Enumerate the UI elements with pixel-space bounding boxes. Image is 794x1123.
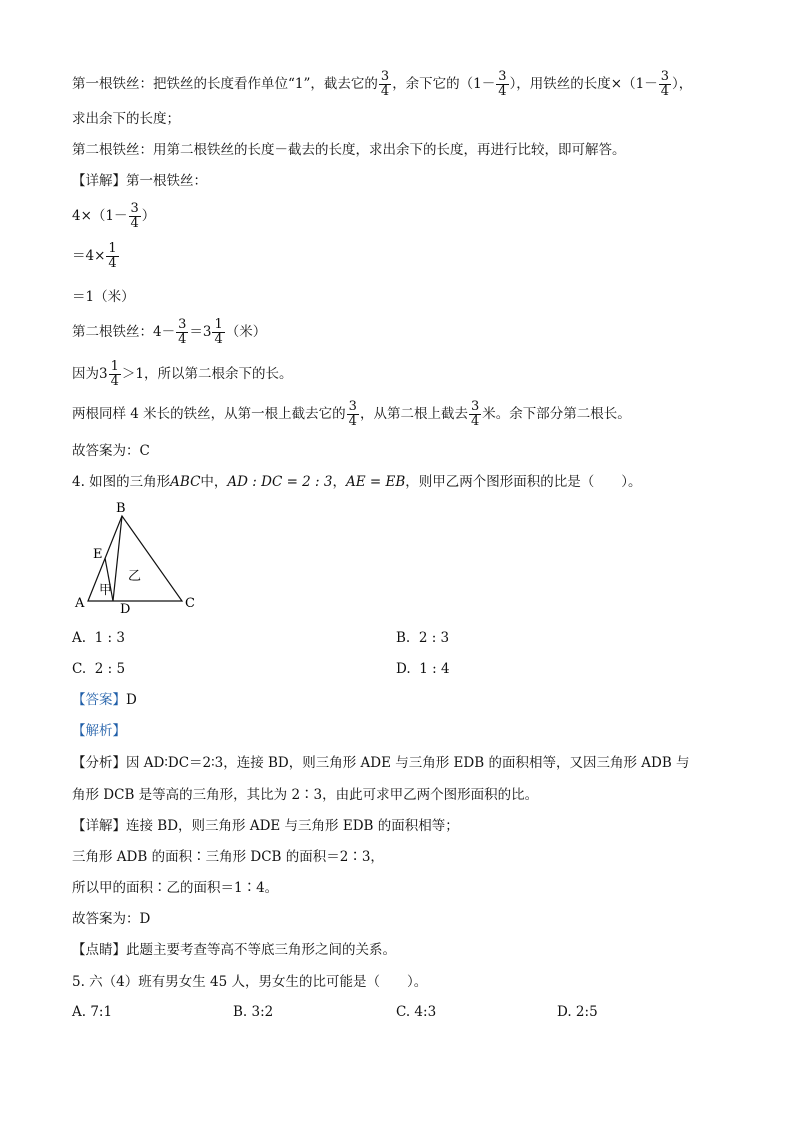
label-a: A	[75, 596, 85, 611]
line-8: 第二根铁丝：4－ $\frac{3}{4}$ ＝3 $\frac{1}{4}$ （米）	[72, 317, 267, 347]
q4-xiangjie-1: 【详解】连接 BD，则三角形 ADE 与三角形 EDB 的面积相等；	[72, 818, 459, 834]
label-b: B	[116, 501, 126, 516]
line-7: ＝1（米）	[72, 289, 135, 305]
q4-xiangjie-2: 三角形 ADB 的面积∶三角形 DCB 的面积＝2∶3，	[72, 849, 384, 865]
line-11: 故答案为：C	[72, 443, 150, 459]
region-jia: 甲	[99, 583, 113, 598]
label-e: E	[93, 547, 103, 562]
line-2: 求出余下的长度；	[72, 111, 180, 127]
q4-fenxi-1: 【分析】因 AD∶DC＝2∶3，连接 BD，则三角形 ADE 与三角形 EDB 的面积相等，又因三角形 ADB 与	[72, 755, 690, 771]
label-d: D	[120, 602, 131, 616]
q4-fenxi-2: 角形 DCB 是等高的三角形，其比为 2∶3，由此可求甲乙两个图形面积的比。	[72, 787, 539, 803]
line-3: 第二根铁丝：用第二根铁丝的长度－截去的长度，求出余下的长度，再进行比较，即可解答。	[72, 142, 626, 158]
q4-option-a[interactable]: A. 1 : 3	[72, 630, 125, 646]
fraction: $\frac{3}{4}$	[380, 69, 390, 99]
fraction: $\frac{3}{4}$	[660, 69, 669, 99]
label-c: C	[185, 596, 195, 611]
triangle-figure	[72, 498, 212, 616]
q5-option-b[interactable]: B. 3:2	[233, 1004, 274, 1020]
region-yi: 乙	[128, 569, 142, 584]
line-5: 4×（1－ $\frac{3}{4}$ ）	[72, 201, 156, 231]
q5-stem: 5. 六（4）班有男女生 45 人，男女生的比可能是（ ）。	[72, 974, 428, 990]
fraction: $\frac{3}{4}$	[470, 399, 480, 429]
q5-option-c[interactable]: C. 4:3	[396, 1004, 437, 1020]
line-10: 两根同样 4 米长的铁丝，从第一根上截去它的 $\frac{3}{4}$ ，从第二根上截去 $\frac{3}{4}$ 米。余下部分第二根长。	[72, 399, 631, 429]
q5-option-a[interactable]: A. 7:1	[72, 1004, 113, 1020]
fraction: $\frac{3}{4}$	[498, 69, 507, 99]
q4-dianjing: 【点睛】此题主要考查等高不等底三角形之间的关系。	[72, 942, 396, 958]
fraction: $\frac{3}{4}$	[130, 201, 139, 231]
q5-option-d[interactable]: D. 2:5	[557, 1004, 598, 1020]
line-1: 第一根铁丝：把铁丝的长度看作单位“1”，截去它的 $\frac{3}{4}$ ，余下它的（1－ $\frac{3}{4}$ ），用铁丝的长度×（1－ $\frac{3}{4}$ ），	[72, 69, 693, 99]
fraction: $\frac{1}{4}$	[110, 359, 119, 389]
q4-final: 故答案为：D	[72, 911, 151, 927]
q4-option-b[interactable]: B. 2 : 3	[396, 630, 450, 646]
line-4: 【详解】第一根铁丝：	[72, 173, 207, 189]
fraction: $\frac{1}{4}$	[108, 241, 117, 271]
q4-option-c[interactable]: C. 2 : 5	[72, 661, 126, 677]
q4-analysis-tag: 【解析】	[72, 723, 126, 739]
fraction: $\frac{3}{4}$	[178, 317, 187, 347]
q4-answer: 【答案】D	[72, 692, 137, 708]
q4-option-d[interactable]: D. 1 : 4	[396, 661, 450, 677]
line-9: 因为3 $\frac{1}{4}$ ＞1，所以第二根余下的长。	[72, 359, 293, 389]
fraction: $\frac{1}{4}$	[214, 317, 223, 347]
q4-stem: 4. 如图的三角形ABC中，AD : DC = 2 : 3，AE = EB，则甲乙两个图形面积的比是（ ）。	[72, 474, 642, 490]
q4-xiangjie-3: 所以甲的面积∶乙的面积＝1∶4。	[72, 880, 279, 896]
fraction: $\frac{3}{4}$	[348, 399, 357, 429]
line-6: ＝4× $\frac{1}{4}$	[72, 241, 117, 271]
